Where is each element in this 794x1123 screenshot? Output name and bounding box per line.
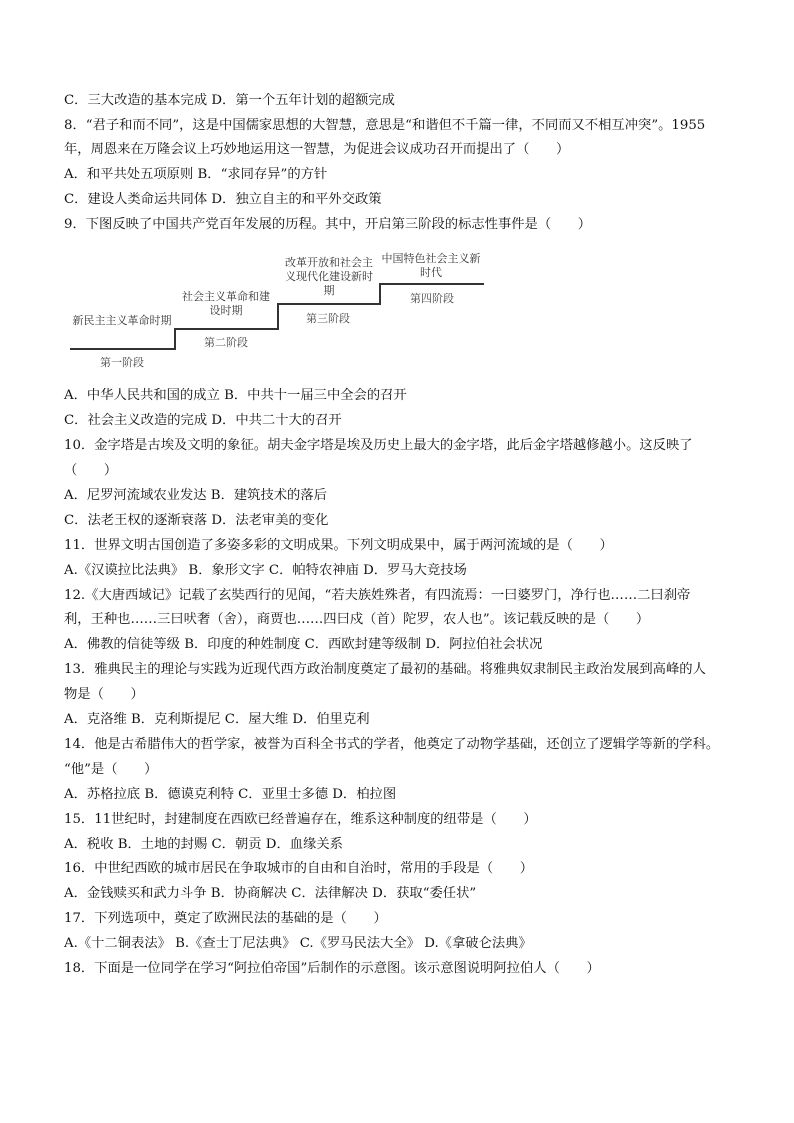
- q15-stem: 15．11世纪时，封建制度在西欧已经普遍存在，维系这种制度的纽带是（ ）: [64, 812, 537, 827]
- q17-stem: 17．下列选项中，奠定了欧洲民法的基础的是（ ）: [64, 911, 387, 926]
- q10-stem-line2: （ ）: [64, 463, 118, 478]
- q13-stem-line2: 物是（ ）: [64, 687, 144, 702]
- q11-stem: 11．世界文明古国创造了多姿多彩的文明成果。下列文明成果中，属于两河流域的是（ ）: [64, 538, 613, 553]
- q12-stem-line1: 12.《大唐西域记》记载了玄奘西行的见闻，“若夫族姓殊者，有四流焉：一曰婆罗门，净行也……二曰刹帝: [64, 588, 691, 603]
- stage2-label: 社会主义革命和建设时期: [182, 290, 270, 317]
- q8-options-ab: A．和平共处五项原则 B．“求同存异”的方针: [64, 167, 328, 182]
- stage1-name: 第一阶段: [100, 356, 144, 369]
- q17-options: A.《十二铜表法》 B.《查士丁尼法典》 C.《罗马民法大全》 D.《拿破仑法典》: [64, 936, 532, 951]
- stage2-name: 第二阶段: [204, 336, 248, 349]
- stage3-label: 改革开放和社会主义现代化建设新时期: [285, 256, 373, 297]
- q8-stem-line1: 8．“君子和而不同”，这是中国儒家思想的大智慧，意思是“和谐但不千篇一律，不同而又不相互冲突”。1955: [64, 118, 706, 133]
- q16-stem: 16．中世纪西欧的城市居民在争取城市的自由和自治时，常用的手段是（ ）: [64, 861, 534, 876]
- q18-stem: 18．下面是一位同学在学习“阿拉伯帝国”后制作的示意图。该示意图说明阿拉伯人（ ）: [64, 961, 600, 976]
- party-history-stair-diagram: [70, 246, 490, 376]
- q16-options: A．金钱赎买和武力斗争 B．协商解决 C．法律解决 D．获取“委任状”: [64, 886, 477, 901]
- q13-options: A．克洛维 B．克利斯提尼 C．屋大维 D．伯里克利: [64, 712, 370, 727]
- q10-stem-line1: 10．金字塔是古埃及文明的象征。胡夫金字塔是埃及历史上最大的金字塔，此后金字塔越修越小。这反映了: [64, 438, 693, 453]
- stage1-label: 新民主主义革命时期: [72, 314, 172, 327]
- q13-stem-line1: 13．雅典民主的理论与实践为近现代西方政治制度奠定了最初的基础。将雅典奴隶制民主政治发展到高峰的人: [64, 662, 706, 677]
- q11-options: A.《汉谟拉比法典》 B．象形文字 C．帕特农神庙 D．罗马大竞技场: [64, 563, 467, 578]
- stage4-name: 第四阶段: [410, 292, 454, 305]
- q14-stem-line1: 14．他是古希腊伟大的哲学家，被誉为百科全书式的学者，他奠定了动物学基础，还创立了逻辑学等新的学科。: [64, 737, 720, 752]
- q9-options-cd: C．社会主义改造的完成 D．中共二十大的召开: [64, 413, 342, 428]
- q7-options-cd: C．三大改造的基本完成 D．第一个五年计划的超额完成: [64, 93, 395, 108]
- q15-options: A．税收 B．土地的封赐 C．朝贡 D．血缘关系: [64, 837, 343, 852]
- q14-options: A．苏格拉底 B．德谟克利特 C．亚里士多德 D．柏拉图: [64, 787, 397, 802]
- q8-stem-line2: 年，周恩来在万隆会议上巧妙地运用这一智慧，为促进会议成功召开而提出了（ ）: [64, 142, 570, 157]
- q12-options: A．佛教的信徒等级 B．印度的种姓制度 C．西欧封建等级制 D．阿拉伯社会状况: [64, 637, 543, 652]
- q12-stem-line2: 利，王种也……三曰吠奢（舍），商贾也……四曰戍（首）陀罗，农人也”。该记载反映的是（ ）: [64, 612, 650, 627]
- q9-options-ab: A．中华人民共和国的成立 B．中共十一届三中全会的召开: [64, 388, 407, 403]
- q10-options-cd: C．法老王权的逐渐衰落 D．法老审美的变化: [64, 513, 329, 528]
- q10-options-ab: A．尼罗河流域农业发达 B．建筑技术的落后: [64, 488, 327, 503]
- q14-stem-line2: “他”是（ ）: [64, 762, 158, 777]
- stage3-name: 第三阶段: [306, 312, 350, 325]
- stage4-label: 中国特色社会主义新时代: [381, 252, 481, 279]
- q9-stem: 9．下图反映了中国共产党百年发展的历程。其中，开启第三阶段的标志性事件是（ ）: [64, 217, 592, 232]
- q8-options-cd: C．建设人类命运共同体 D．独立自主的和平外交政策: [64, 192, 382, 207]
